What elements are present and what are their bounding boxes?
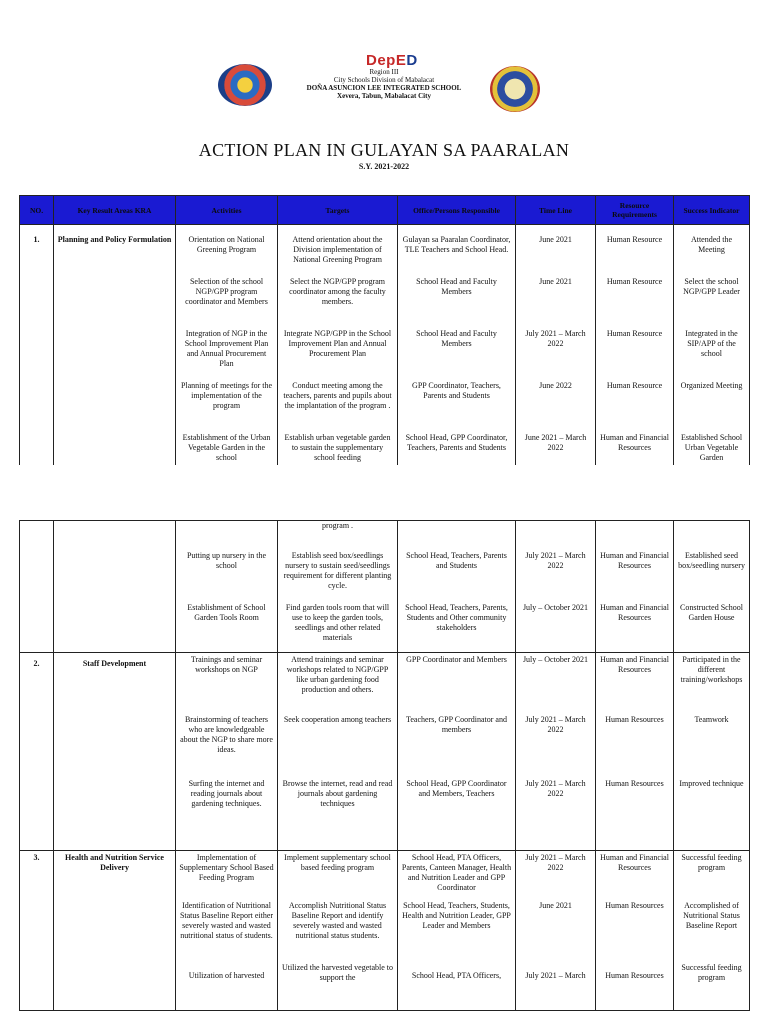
indicator-entry: Attended the Meeting — [690, 235, 733, 254]
timeline-entry: July 2021 – March 2022 — [525, 779, 586, 798]
document-page-2 — [0, 520, 768, 1024]
activities-cell — [176, 521, 278, 653]
activity-entry: Establishment of the Urban Vegetable Garden in the school — [182, 433, 271, 462]
indicator-entry: Teamwork — [694, 715, 729, 724]
targets-cell — [278, 851, 398, 1011]
indicator-entry: Successful feeding program — [681, 963, 742, 982]
key-result-area — [54, 521, 176, 653]
spacer — [179, 521, 274, 551]
row-number: 2. — [20, 653, 54, 851]
office-entry: Teachers, GPP Coordinator and members — [406, 715, 507, 734]
target-entry: Establish urban vegetable garden to sustain the supplementary school feeding — [284, 433, 391, 462]
office-cell — [398, 653, 516, 851]
spacer — [519, 521, 592, 551]
resource-entry: Human Resource — [606, 235, 663, 244]
office-cell — [398, 521, 516, 653]
office-entry: School Head, GPP Coordinator, Teachers, Parents and Students — [405, 433, 508, 452]
timeline-entry: July – October 2021 — [522, 603, 589, 612]
activities-cell — [176, 653, 278, 851]
target-entry: Implement supplementary school based feeding program — [284, 853, 391, 872]
resource-cell — [596, 851, 674, 1011]
indicator-entry: Select the school NGP/GPP Leader — [683, 277, 740, 296]
timeline-cell — [516, 851, 596, 1011]
office-entry: GPP Coordinator and Members — [406, 655, 507, 664]
spacer — [599, 521, 670, 551]
resource-cell — [596, 653, 674, 851]
activity-entry: Brainstorming of teachers who are knowledgeable about the NGP to share more ideas. — [180, 715, 273, 754]
key-result-area: Health and Nutrition Service Delivery — [54, 851, 176, 1011]
activity-entry: Integration of NGP in the School Improvement Plan and Annual Procurement Plan — [184, 329, 269, 368]
document-title: ACTION PLAN IN GULAYAN SA PAARALAN — [198, 140, 570, 160]
column-header: Resource Requirements — [596, 196, 674, 225]
indicator-entry: Participated in the different training/workshops — [680, 655, 743, 684]
deped-logo-text-end: D — [406, 52, 418, 69]
activity-entry: Identification of Nutritional Status Baseline Report either severely wasted and wasted nutritional status of students. — [179, 901, 274, 940]
table-row — [20, 653, 750, 851]
target-entry: Accomplish Nutritional Status Baseline Report and identify severely wasted and wasted nutritional status students. — [288, 901, 387, 940]
timeline-entry: July 2021 – March — [525, 971, 586, 980]
timeline-entry: June 2021 — [539, 277, 572, 286]
target-entry: Find garden tools room that will use to keep the garden tools, seedlings and other related materials — [285, 603, 390, 642]
indicator-cell — [674, 521, 750, 653]
resource-cell — [596, 521, 674, 653]
targets-cell — [278, 521, 398, 653]
indicator-cell — [674, 851, 750, 1011]
timeline-cell — [516, 521, 596, 653]
resource-entry: Human Resource — [606, 277, 663, 286]
deped-logo-text: DepE — [366, 52, 407, 69]
activity-entry: Trainings and seminar workshops on NGP — [190, 655, 263, 674]
target-continued: program . — [321, 521, 354, 530]
timeline-entry: June 2021 — [539, 235, 572, 244]
table-row — [20, 851, 750, 1011]
activities-cell — [176, 851, 278, 1011]
timeline-entry: July 2021 – March 2022 — [525, 329, 586, 348]
column-header: Office/Persons Responsible — [398, 196, 516, 225]
page-gap — [0, 465, 768, 520]
header-division: City Schools Division of Mabalacat — [333, 76, 435, 84]
spacer — [677, 521, 746, 551]
resource-entry: Human Resource — [606, 381, 663, 390]
indicator-entry: Improved technique — [679, 779, 744, 788]
school-seal-logo — [490, 66, 540, 112]
timeline-entry: July 2021 – March 2022 — [525, 551, 586, 570]
resource-cell — [596, 225, 674, 466]
office-entry: School Head, PTA Officers, — [411, 971, 502, 980]
header-address: Xevera, Tabun, Mabalacat City — [337, 92, 431, 100]
activity-entry: Implementation of Supplementary School Based Feeding Program — [179, 853, 274, 882]
target-entry: Attend orientation about the Division implementation of National Greening Program — [292, 235, 383, 264]
action-plan-table-page-2 — [19, 520, 750, 1011]
spacer — [401, 521, 512, 551]
target-entry: Browse the internet, read and read journals about gardening techniques — [282, 779, 393, 808]
timeline-entry: July 2021 – March 2022 — [525, 853, 586, 872]
resource-entry: Human Resources — [605, 779, 664, 788]
resource-entry: Human and Financial Resources — [600, 853, 669, 872]
indicator-entry: Established School Urban Vegetable Garden — [680, 433, 743, 462]
office-cell — [398, 225, 516, 466]
target-entry: Utilized the harvested vegetable to support the — [281, 963, 394, 982]
column-header: Key Result Areas KRA — [54, 196, 176, 225]
activity-entry: Surfing the internet and reading journals about gardening techniques. — [188, 779, 265, 808]
activities-cell — [176, 225, 278, 466]
row-number: 1. — [20, 225, 54, 466]
column-header: Activities — [176, 196, 278, 225]
header-school-name: DOÑA ASUNCION LEE INTEGRATED SCHOOL — [306, 84, 462, 92]
activity-entry: Selection of the school NGP/GPP program coordinator and Members — [185, 277, 268, 306]
table-header-row — [20, 196, 750, 225]
target-entry: Attend trainings and seminar workshops related to NGP/GPP like urban gardening food production and others. — [286, 655, 389, 694]
timeline-cell — [516, 225, 596, 466]
office-entry: School Head, Teachers, Parents, Students and Other community stakeholders — [405, 603, 508, 632]
column-header: NO. — [20, 196, 54, 225]
office-entry: School Head and Faculty Members — [416, 277, 497, 296]
activity-entry: Utilization of harvested — [188, 971, 265, 980]
office-entry: School Head, PTA Officers, Parents, Canteen Manager, Health and Nutrition Leader and GPP Coordinator — [401, 853, 512, 892]
target-entry: Establish seed box/seedlings nursery to sustain seed/seedlings requirement for different planting cycle. — [283, 551, 392, 590]
activity-entry: Planning of meetings for the implementation of the program — [180, 381, 273, 410]
key-result-area: Planning and Policy Formulation — [54, 225, 176, 466]
column-header: Targets — [278, 196, 398, 225]
indicator-entry: Accomplished of Nutritional Status Baseline Report — [683, 901, 740, 930]
indicator-entry: Successful feeding program — [681, 853, 742, 872]
target-entry: Select the NGP/GPP program coordinator among the faculty members. — [289, 277, 386, 306]
office-entry: School Head and Faculty Members — [416, 329, 497, 348]
column-header: Time Line — [516, 196, 596, 225]
resource-entry: Human Resources — [605, 901, 664, 910]
resource-entry: Human and Financial Resources — [600, 655, 669, 674]
header-region: Region III — [369, 68, 399, 76]
office-cell — [398, 851, 516, 1011]
resource-entry: Human Resources — [605, 715, 664, 724]
row-number — [20, 521, 54, 653]
indicator-entry: Constructed School Garden House — [680, 603, 743, 622]
indicator-cell — [674, 653, 750, 851]
office-entry: School Head, Teachers, Parents and Students — [406, 551, 507, 570]
indicator-entry: Established seed box/seedling nursery — [678, 551, 745, 570]
timeline-entry: July – October 2021 — [522, 655, 589, 664]
indicator-cell — [674, 225, 750, 466]
school-year: S.Y. 2021-2022 — [358, 162, 410, 171]
office-entry: School Head, GPP Coordinator and Members, Teachers — [406, 779, 507, 798]
activity-entry: Establishment of School Garden Tools Room — [187, 603, 266, 622]
resource-entry: Human and Financial Resources — [600, 433, 669, 452]
resource-entry: Human Resources — [605, 971, 664, 980]
key-result-area: Staff Development — [54, 653, 176, 851]
resource-entry: Human and Financial Resources — [600, 603, 669, 622]
resource-entry: Human and Financial Resources — [600, 551, 669, 570]
row-number: 3. — [20, 851, 54, 1011]
timeline-entry: July 2021 – March 2022 — [525, 715, 586, 734]
timeline-entry: June 2021 – March 2022 — [524, 433, 587, 452]
office-entry: GPP Coordinator, Teachers, Parents and Students — [412, 381, 501, 400]
targets-cell — [278, 225, 398, 466]
office-entry: School Head, Teachers, Students, Health and Nutrition Leader, GPP Leader and Members — [402, 901, 511, 930]
timeline-entry: June 2022 — [539, 381, 572, 390]
resource-entry: Human Resource — [606, 329, 663, 338]
column-header: Success Indicator — [674, 196, 750, 225]
document-page-1 — [0, 0, 768, 465]
target-entry: Conduct meeting among the teachers, parents and pupils about the implantation of the program . — [283, 381, 392, 410]
target-entry: Integrate NGP/GPP in the School Improvement Plan and Annual Procurement Plan — [283, 329, 392, 358]
timeline-entry: June 2021 — [539, 901, 572, 910]
office-entry: Gulayan sa Paaralan Coordinator, TLE Teachers and School Head. — [402, 235, 511, 254]
activity-entry: Orientation on National Greening Program — [188, 235, 265, 254]
deped-logo — [366, 52, 418, 69]
timeline-cell — [516, 653, 596, 851]
table-row — [20, 225, 750, 466]
targets-cell — [278, 653, 398, 851]
indicator-entry: Integrated in the SIP/APP of the school — [685, 329, 738, 358]
target-entry: Seek cooperation among teachers — [283, 715, 392, 724]
action-plan-table-page-1 — [19, 195, 750, 466]
activity-entry: Putting up nursery in the school — [186, 551, 267, 570]
table-row — [20, 521, 750, 653]
indicator-entry: Organized Meeting — [680, 381, 743, 390]
